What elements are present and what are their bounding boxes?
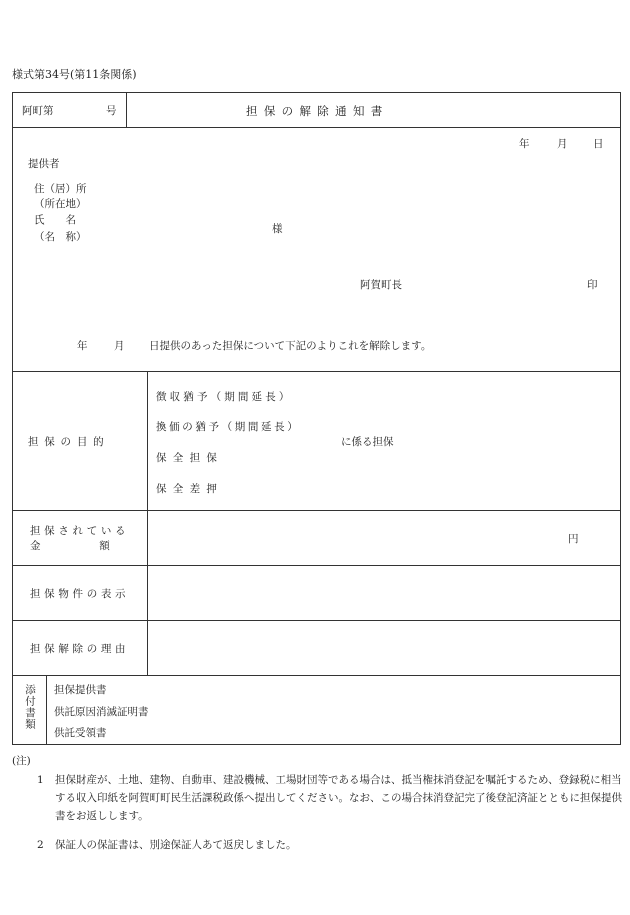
amount-label-line2: 金額	[30, 540, 169, 552]
name-sub-label: （名 称）	[34, 231, 87, 243]
amount-label-line1: 担保されている	[30, 525, 130, 537]
honorific: 様	[272, 223, 283, 235]
note-number: 1	[37, 774, 44, 786]
name-label: 氏 名	[34, 214, 76, 226]
form-number-label: 様式第34号(第11条関係)	[12, 68, 137, 81]
note-item-1	[37, 771, 623, 825]
seal-mark: 印	[587, 279, 598, 291]
note-item-2	[37, 836, 623, 854]
attachment-item-2: 供託原因消滅証明書	[54, 706, 149, 718]
date-year: 年	[519, 138, 530, 150]
purpose-option-2: 換価の猶予（期間延長）	[156, 421, 301, 433]
issuer-name: 阿賀町長	[360, 279, 402, 291]
date-month: 月	[557, 138, 568, 150]
document-number-prefix: 阿町第	[22, 105, 54, 117]
provider-label: 提供者	[28, 158, 60, 170]
amount-unit: 円	[568, 533, 579, 545]
note-number: 2	[37, 839, 44, 851]
purpose-suffix: に係る担保	[341, 436, 394, 448]
address-label: 住（居）所	[34, 183, 87, 195]
attachments-label: 添付書類	[24, 684, 36, 730]
purpose-option-3: 保全担保	[156, 452, 224, 464]
body-sentence: 日提供のあった担保について下記のよりこれを解除します。	[149, 340, 432, 352]
property-label: 担保物件の表示	[30, 588, 130, 600]
date-day: 日	[593, 138, 604, 150]
purpose-label: 担保の目的	[28, 436, 110, 448]
document-number-suffix: 号	[106, 105, 117, 117]
note-text: 担保財産が、土地、建物、自動車、建設機械、工場財団等である場合は、抵当権抹消登記を嘱託するため、登録税に相当する収入印紙を阿賀町町民生活課税政係へ提出してください。なお、この場合抹消登記完了後登記済証とともに担保提供書をお返しします。	[55, 774, 622, 822]
attachment-item-1: 担保提供書	[54, 684, 107, 696]
body-month: 月	[114, 340, 125, 352]
note-text: 保証人の保証書は、別途保証人あて返戻しました。	[55, 839, 297, 851]
notes-heading: (注)	[12, 755, 31, 767]
address-sub-label: （所在地）	[34, 198, 87, 210]
attachment-item-3: 供託受領書	[54, 727, 107, 739]
purpose-option-4: 保全差押	[156, 483, 224, 495]
body-year: 年	[77, 340, 88, 352]
document-title: 担保の解除通知書	[246, 104, 389, 118]
purpose-option-1: 徴収猶予（期間延長）	[156, 391, 293, 403]
reason-label: 担保解除の理由	[30, 643, 130, 655]
